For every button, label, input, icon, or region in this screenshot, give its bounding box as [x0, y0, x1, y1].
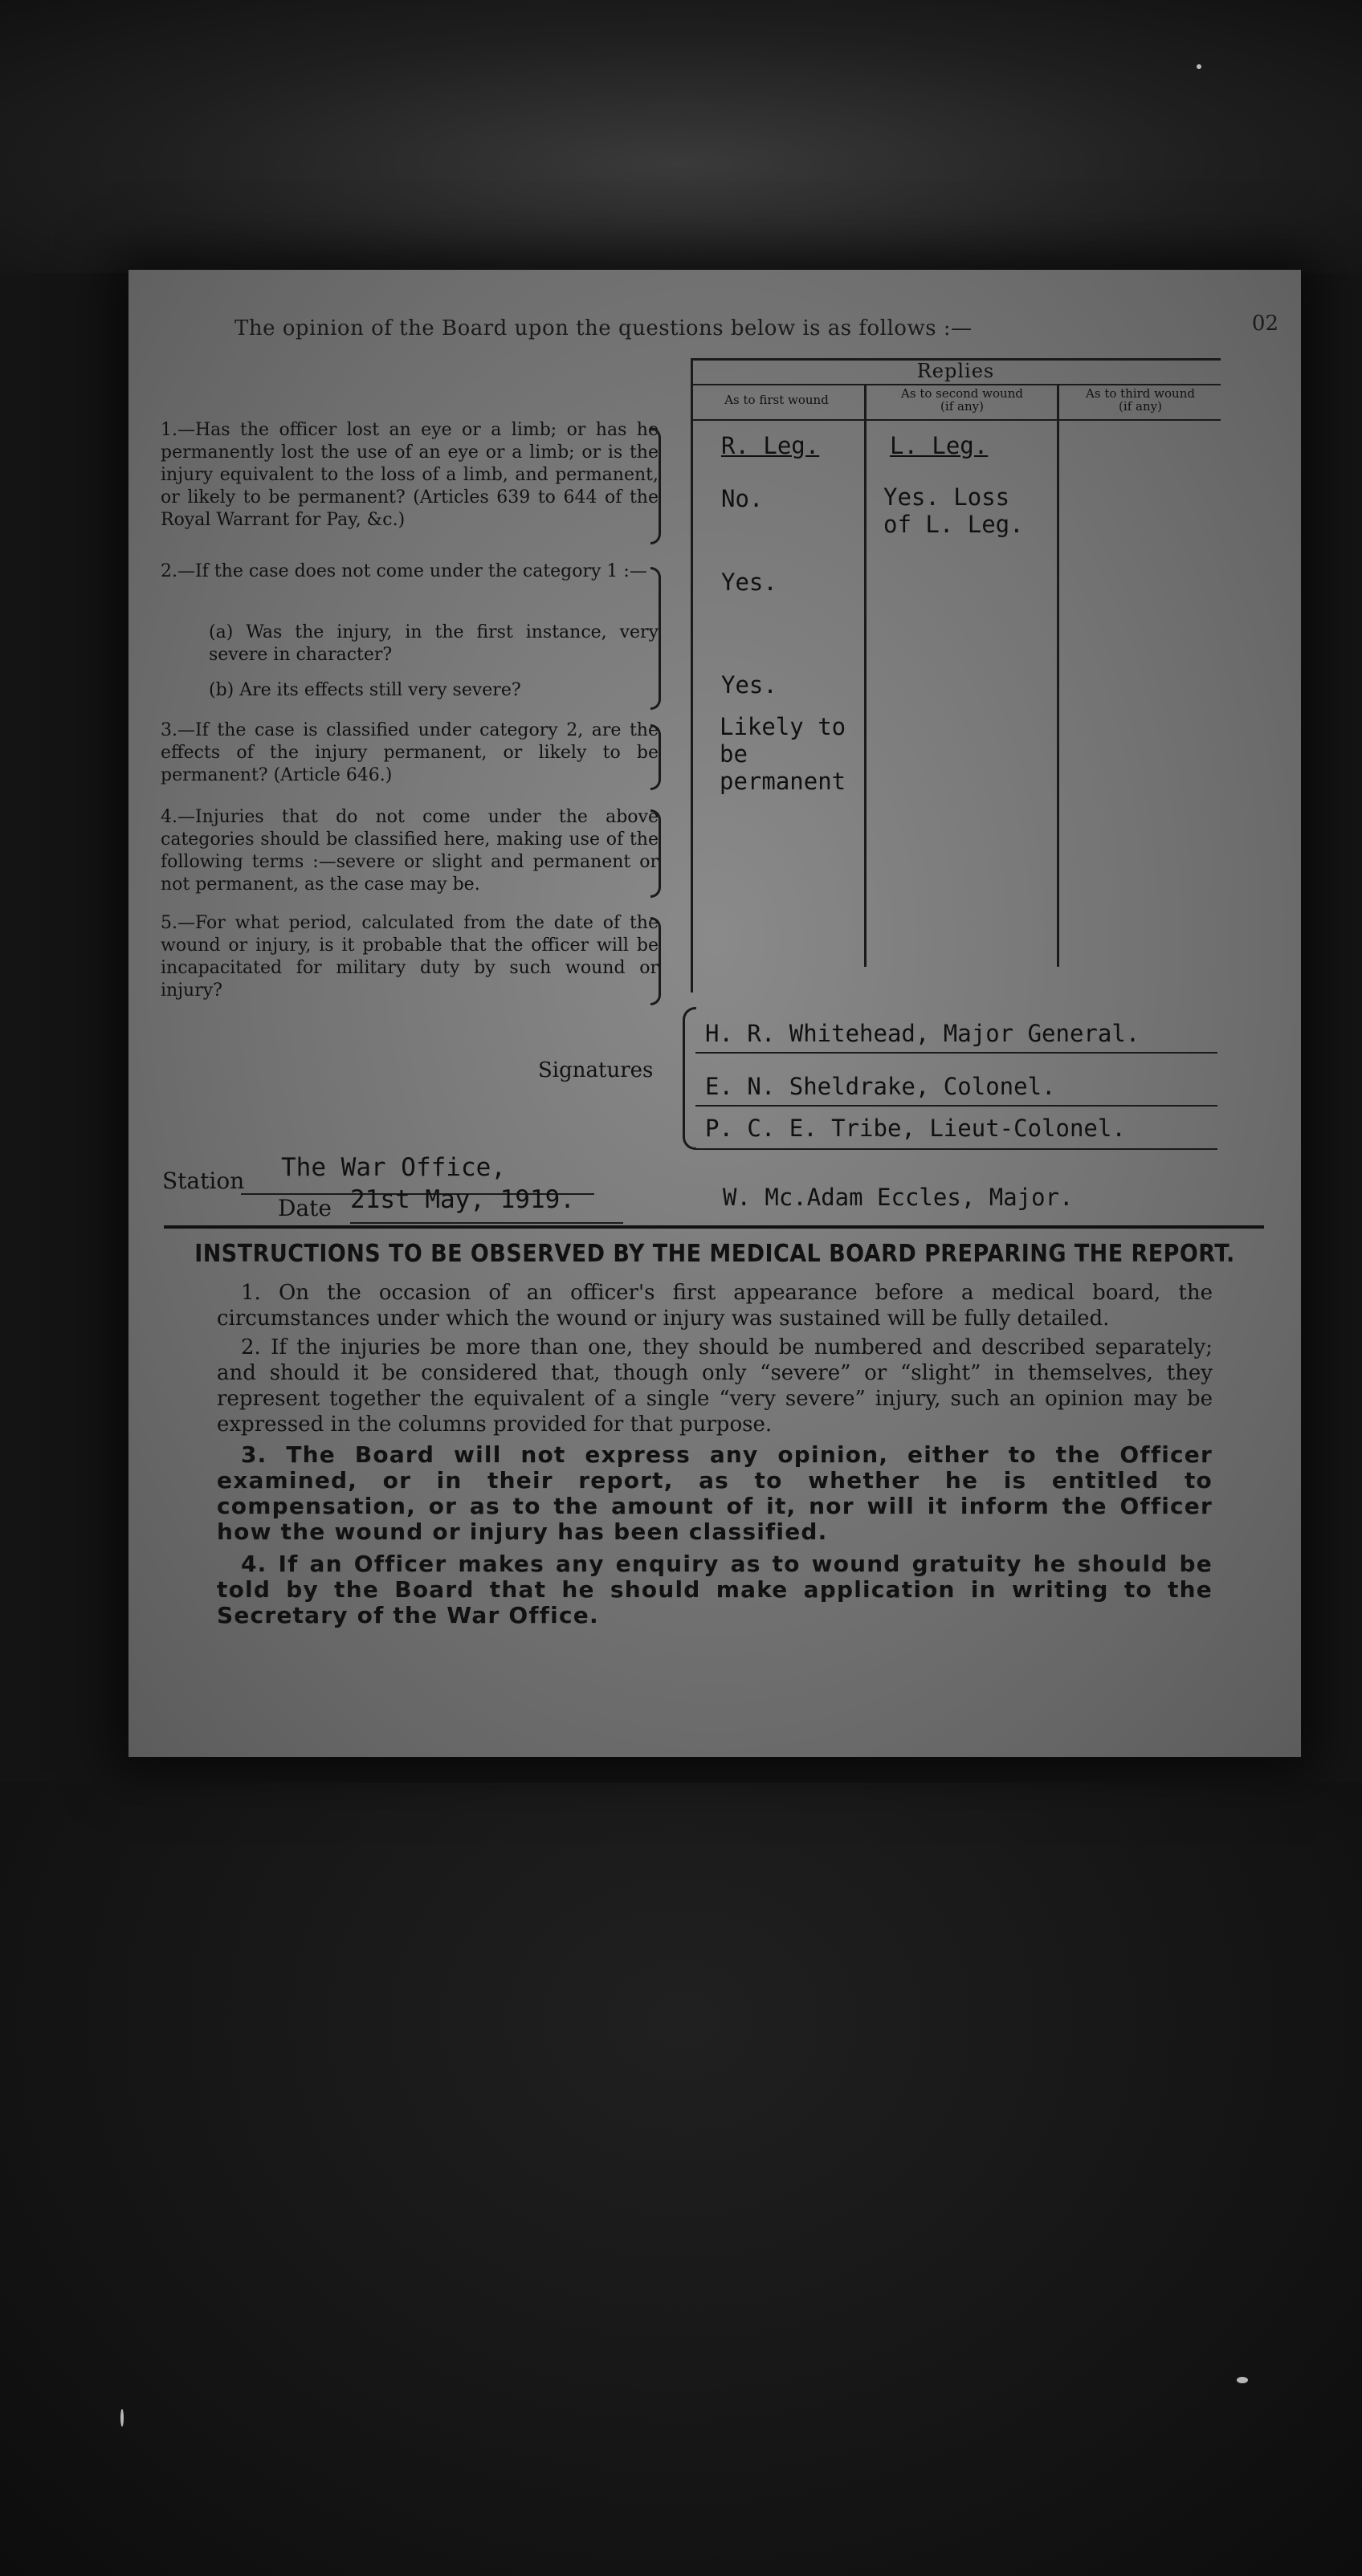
question-2b: (b) Are its effects still very severe? — [209, 680, 521, 700]
reply-q3-first — [720, 713, 846, 795]
column-header-third-l2: (if any) — [1119, 399, 1162, 414]
column-header-first: As to first wound — [724, 393, 829, 407]
column-header-third — [1060, 387, 1221, 413]
question-brace — [650, 724, 661, 790]
signature-2: E. N. Sheldrake, Colonel. — [705, 1073, 1056, 1100]
question-3: 3.—If the case is classified under category 2, are the effects of the injury permanent, or likely to be permanent? (Article 646.) — [161, 720, 659, 785]
film-dust — [120, 2409, 124, 2427]
reply-q1b-second-l1: Yes. Loss — [883, 483, 1010, 511]
question-4: 4.—Injuries that do not come under the above categories should be classified here, making use of the following terms :—severe or slight and permanent or not permanent, as the case may be. — [161, 807, 659, 895]
reply-q1-first: R. Leg. — [721, 432, 820, 459]
table-rule — [691, 419, 1221, 421]
microfilm-background-top — [0, 0, 1362, 273]
film-dust — [1197, 64, 1201, 69]
instructions-title: INSTRUCTIONS TO BE OBSERVED BY THE MEDICAL BOARD PREPARING THE REPORT. — [194, 1240, 1235, 1268]
question-2: 2.—If the case does not come under the category 1 :— — [161, 561, 647, 581]
section-rule — [164, 1225, 1264, 1229]
microfilm-background-bottom — [0, 1783, 1362, 2576]
reply-q1-second: L. Leg. — [890, 432, 989, 459]
table-rule — [691, 384, 1221, 385]
question-brace — [650, 917, 661, 1005]
question-brace — [650, 809, 661, 898]
signatures-label: Signatures — [538, 1058, 654, 1082]
replies-title: Replies — [916, 360, 995, 382]
reply-q3-first-l2: be — [720, 740, 748, 768]
instruction-3: 3. The Board will not express any opinion, either to the Officer examined, or in their report, as to whether he is entitled to compensation, or as to the amount of it, nor will it inform the Officer how the wound or injury has been classified. — [217, 1441, 1213, 1545]
question-1: 1.—Has the officer lost an eye or a limb; or has he permanently lost the use of an eye or a limb; or is the injury equivalent to the loss of a limb, and permanent, or likely to be permanent? (Articles 639 to 644 of the Royal Warrant for Pay, &c.) — [161, 420, 659, 530]
reply-q1b-second-l2: of L. Leg. — [883, 511, 1024, 538]
reply-q1b-second — [883, 483, 1024, 538]
table-column-line — [1057, 384, 1059, 967]
station-label: Station — [162, 1168, 245, 1194]
reply-q3-first-l1: Likely to — [720, 713, 846, 740]
instruction-2: 2. If the injuries be more than one, they should be numbered and described separately; and should it be considered that, though only “severe” or “slight” in themselves, they represent together the equivalent of a single “very severe” injury, such an opinion may be expressed in the columns provided for that purpose. — [217, 1335, 1213, 1437]
signature-1: H. R. Whitehead, Major General. — [705, 1020, 1140, 1047]
signature-4: W. Mc.Adam Eccles, Major. — [723, 1184, 1074, 1211]
column-header-second-l1: As to second wound — [901, 386, 1023, 401]
date-label: Date — [278, 1195, 332, 1221]
table-column-line — [864, 384, 867, 967]
form-header: The opinion of the Board upon the questions below is as follows :— — [234, 316, 973, 340]
question-brace — [650, 567, 661, 710]
station-value: The War Office, — [281, 1153, 506, 1182]
reply-q2b-first: Yes. — [721, 671, 777, 699]
column-header-third-l1: As to third wound — [1086, 386, 1195, 401]
page-number: 02 — [1251, 312, 1278, 336]
instruction-4: 4. If an Officer makes any enquiry as to wound gratuity he should be told by the Board that he should make application in writing to the Secretary of the War Office. — [217, 1551, 1213, 1628]
reply-q3-first-l3: permanent — [720, 768, 846, 795]
signature-3: P. C. E. Tribe, Lieut-Colonel. — [705, 1115, 1126, 1142]
signature-line — [695, 1148, 1217, 1150]
instruction-1: 1. On the occasion of an officer's first appearance before a medical board, the circumstances under which the wound or injury was sustained will be fully detailed. — [217, 1281, 1213, 1331]
date-line — [350, 1222, 623, 1224]
signature-line — [695, 1105, 1217, 1107]
reply-q2-first: Yes. — [721, 569, 777, 596]
medical-board-form — [128, 270, 1301, 1757]
signatures-brace — [683, 1007, 696, 1150]
question-brace — [650, 427, 661, 544]
replies-table — [691, 358, 1221, 1001]
table-column-line — [691, 358, 693, 992]
question-5: 5.—For what period, calculated from the date of the wound or injury, is it probable that the officer will be incapacitated for military duty by such wound or injury? — [161, 913, 659, 1001]
film-dust — [1237, 2377, 1248, 2383]
reply-q1b-first: No. — [721, 485, 764, 512]
column-header-second — [867, 387, 1057, 413]
column-header-second-l2: (if any) — [940, 399, 984, 414]
date-value: 21st May, 1919. — [350, 1185, 575, 1214]
question-2a: (a) Was the injury, in the first instance, very severe in character? — [209, 622, 659, 665]
signature-line — [695, 1052, 1217, 1054]
